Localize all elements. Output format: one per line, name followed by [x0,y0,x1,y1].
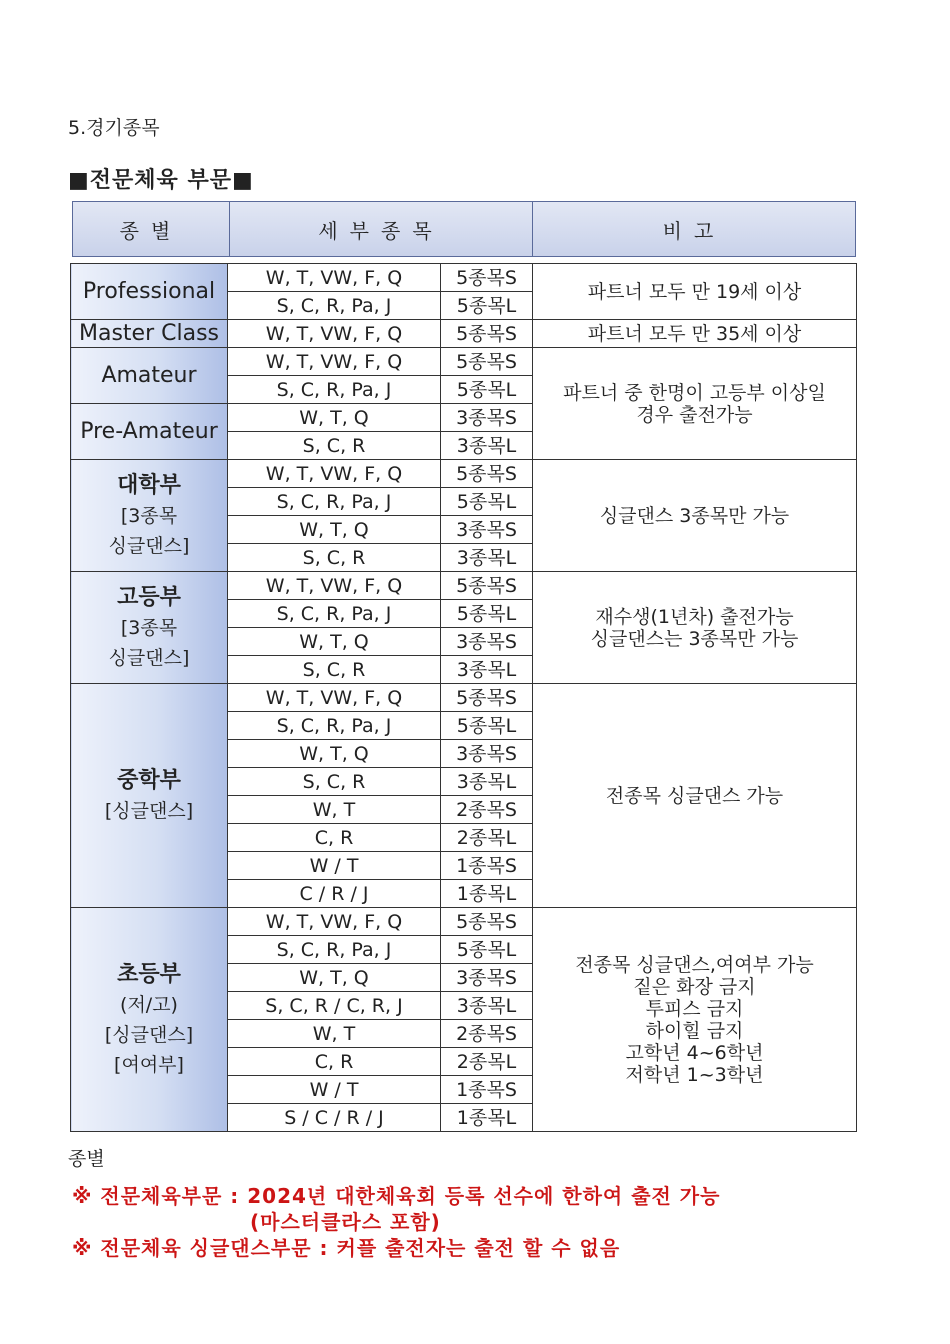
header-notes: 비고 [532,201,856,257]
event-count: 1종목S [441,1076,533,1104]
event-list: C, R [228,1048,441,1076]
category-pre-amateur [71,404,228,460]
event-list: S, C, R, Pa, J [228,488,441,516]
table-row [71,348,857,376]
category-sub: 싱글댄스] [108,646,190,669]
event-count: 5종목S [441,320,533,348]
note-line: 전종목 싱글댄스 가능 [605,784,784,807]
category-name: 초등부 [117,961,181,987]
event-count: 3종목S [441,404,533,432]
event-list: S, C, R [228,544,441,572]
category-amateur [71,348,228,404]
event-count: 5종목S [441,348,533,376]
event-count: 3종목L [441,992,533,1020]
category-name: Professional [82,278,216,304]
event-list: W, T, VW, F, Q [228,320,441,348]
event-count: 3종목S [441,516,533,544]
event-count: 5종목S [441,684,533,712]
section-title: ■전문체육 부문■ [68,168,254,193]
event-list: S, C, R, Pa, J [228,936,441,964]
event-count: 5종목L [441,712,533,740]
category-name: Amateur [101,362,197,388]
note-line: 경우 출전가능 [636,403,753,426]
event-count: 5종목L [441,600,533,628]
event-count: 3종목S [441,628,533,656]
event-list: W, T, Q [228,628,441,656]
event-count: 3종목L [441,432,533,460]
note-line: 저학년 1~3학년 [625,1063,764,1086]
note-line: 하이힐 금지 [645,1019,744,1042]
event-list: S, C, R [228,432,441,460]
category-elementary [71,908,228,1132]
event-list: S, C, R, Pa, J [228,600,441,628]
table-row [71,264,857,292]
event-list: W, T, Q [228,404,441,432]
event-list: C / R / J [228,880,441,908]
event-count: 1종목L [441,1104,533,1132]
event-list: W, T, Q [228,964,441,992]
event-count: 2종목L [441,1048,533,1076]
event-list: W, T, VW, F, Q [228,684,441,712]
event-count: 1종목S [441,852,533,880]
category-name: Master Class [78,320,219,346]
note-line: 전종목 싱글댄스,여여부 가능 [575,953,814,976]
category-sub: 싱글댄스] [108,534,190,557]
header-category: 종별 [72,201,229,257]
event-count: 5종목L [441,488,533,516]
event-list: S, C, R, Pa, J [228,376,441,404]
note-line: 파트너 모두 만 19세 이상 [587,280,802,303]
category-name: 대학부 [117,472,181,498]
table-row [71,908,857,936]
table-row [71,572,857,600]
event-list: W, T [228,1020,441,1048]
event-list: S, C, R [228,768,441,796]
event-list: S / C / R / J [228,1104,441,1132]
note-elementary [533,908,857,1132]
category-sub: [싱글댄스] [104,1023,194,1046]
notice-registration-cont: (마스터클라스 포함) [250,1210,441,1234]
event-count: 3종목L [441,544,533,572]
note-amateur [533,348,857,460]
event-count: 3종목L [441,768,533,796]
category-name: 중학부 [117,767,181,793]
category-highschool [71,572,228,684]
category-middleschool [71,684,228,908]
event-list: W, T, VW, F, Q [228,264,441,292]
event-count: 2종목L [441,824,533,852]
note-master [533,320,857,348]
table-row [71,460,857,488]
category-sub: [3종목 [120,616,178,639]
event-count: 5종목S [441,264,533,292]
category-sub: [싱글댄스] [104,799,194,822]
note-line: 고학년 4~6학년 [625,1041,764,1064]
note-middleschool [533,684,857,908]
note-university [533,460,857,572]
header-events: 세부종목 [229,201,532,257]
category-university [71,460,228,572]
event-count: 2종목S [441,796,533,824]
category-sub: [여여부] [114,1053,184,1076]
event-count: 5종목L [441,292,533,320]
section-number: 5.경기종목 [68,117,160,139]
event-list: S, C, R [228,656,441,684]
table-row [71,320,857,348]
event-count: 3종목S [441,964,533,992]
event-list: W, T, VW, F, Q [228,348,441,376]
note-professional [533,264,857,320]
event-count: 5종목L [441,936,533,964]
table-row [71,684,857,712]
category-professional [71,264,228,320]
category-name: Pre-Amateur [80,418,218,444]
category-sub: [3종목 [120,504,178,527]
category-sub: (저/고) [120,993,178,1016]
event-list: W / T [228,1076,441,1104]
note-line: 재수생(1년차) 출전가능 [595,605,794,628]
category-name: 고등부 [117,584,181,610]
event-count: 5종목S [441,572,533,600]
event-list: W, T, Q [228,740,441,768]
notice-registration: ※ 전문체육부문 : 2024년 대한체육회 등록 선수에 한하여 출전 가능 [72,1184,721,1208]
table-caption: 종별 [68,1148,105,1170]
event-list: W, T [228,796,441,824]
note-line: 파트너 중 한명이 고등부 이상일 [563,381,826,404]
event-list: W, T, VW, F, Q [228,908,441,936]
event-count: 5종목S [441,908,533,936]
notice-single-dance: ※ 전문체육 싱글댄스부문 : 커플 출전자는 출전 할 수 없음 [72,1236,621,1260]
note-line: 싱글댄스 3종목만 가능 [599,504,790,527]
event-count: 5종목L [441,376,533,404]
table-header [72,201,856,257]
event-count: 3종목L [441,656,533,684]
event-list: W, T, Q [228,516,441,544]
event-list: W / T [228,852,441,880]
event-count: 3종목S [441,740,533,768]
event-list: S, C, R / C, R, J [228,992,441,1020]
note-line: 투피스 금지 [645,997,744,1020]
note-line: 싱글댄스는 3종목만 가능 [590,627,799,650]
event-list: W, T, VW, F, Q [228,572,441,600]
event-count: 1종목L [441,880,533,908]
event-count: 2종목S [441,1020,533,1048]
note-line: 짙은 화장 금지 [633,975,756,998]
category-master [71,320,228,348]
events-table [70,263,857,1132]
event-list: C, R [228,824,441,852]
event-list: S, C, R, Pa, J [228,712,441,740]
event-list: S, C, R, Pa, J [228,292,441,320]
event-list: W, T, VW, F, Q [228,460,441,488]
event-count: 5종목S [441,460,533,488]
note-line: 파트너 모두 만 35세 이상 [587,322,802,345]
note-highschool [533,572,857,684]
